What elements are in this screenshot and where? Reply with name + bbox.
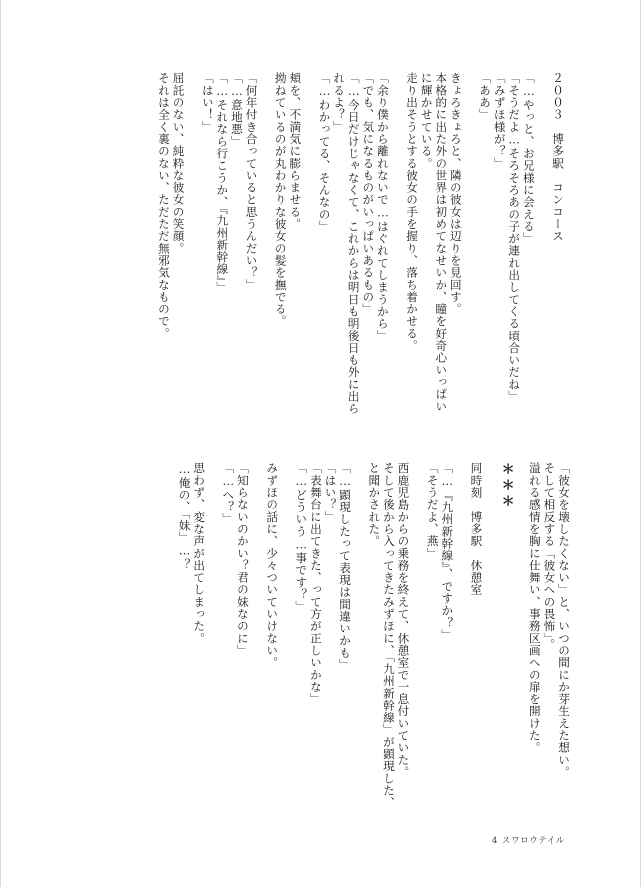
text-line: 拗ねているのが丸わかりな彼女の髪を撫でる。 bbox=[273, 72, 288, 328]
blank-line bbox=[390, 72, 405, 415]
text-line: 「何年付き合っていると思うんだい？」 bbox=[244, 72, 259, 291]
text-line: 「そうだよ…そろそろあの子が連れ出してくる頃合いだね」 bbox=[507, 72, 522, 403]
book-title: スワロウテイル bbox=[501, 836, 565, 846]
text-line: 「…顕現したって表現は間違いかも」 bbox=[338, 462, 353, 671]
text-line: 「でも、気になるものがいっぱいあるもの」 bbox=[361, 72, 376, 315]
text-line: 「…へ？」 bbox=[221, 462, 236, 526]
text-line: そして後から入ってきたみずほに、「九州新幹線」が顕現した、 bbox=[381, 462, 396, 809]
text-line: 屈託のない、純粋な彼女の笑顔。 bbox=[171, 72, 186, 255]
text-line: 溢れる感情を胸に仕舞い、事務区画への扉を開けた。 bbox=[527, 462, 542, 754]
scene-heading-break-room: 同時刻 博多駅 休憩室 bbox=[469, 462, 484, 596]
page-footer bbox=[492, 834, 569, 846]
blank-line bbox=[483, 462, 498, 809]
blank-line bbox=[206, 462, 221, 809]
text-line: 「…それなら行こうか、『九州新幹線』」 bbox=[215, 72, 230, 294]
text-line: 「…やっと、お兄様に会える」 bbox=[521, 72, 536, 245]
text-line: 「はい！」 bbox=[200, 72, 215, 133]
scene-heading-concourse: ２００３ 博多駅 コンコース bbox=[551, 72, 565, 243]
text-line: 「みずほ様が？」 bbox=[492, 72, 507, 170]
text-line: 「知らないのかい？君の妹なのに」 bbox=[235, 462, 250, 657]
text-line: …俺の、「妹」…？ bbox=[177, 462, 192, 571]
text-line: れるよ？」 bbox=[332, 72, 347, 133]
text-line: きょろきょろと、隣の彼女は辺りを見回す。 bbox=[448, 72, 463, 315]
text-line: みずほの話に、少々ついていけない。 bbox=[265, 462, 280, 669]
text-line: 「…今日だけじゃなくて、これからは明日も明後日も外に出ら bbox=[346, 72, 361, 415]
text-line: 「…『九州新幹線』、ですか？」 bbox=[440, 462, 455, 641]
blank-line bbox=[513, 462, 528, 809]
text-line: 「…わかってる、そんなの」 bbox=[317, 72, 332, 233]
blank-line bbox=[186, 72, 201, 415]
lower-text-block bbox=[177, 462, 571, 809]
blank-line bbox=[302, 72, 317, 415]
blank-line bbox=[454, 462, 469, 809]
text-line: 「…どういう…事です？」 bbox=[294, 462, 309, 613]
text-line: 「…意地悪」 bbox=[229, 72, 244, 148]
page-number: 4 bbox=[491, 836, 498, 846]
text-line: 頬を、不満気に膨らませる。 bbox=[288, 72, 303, 230]
text-line: 走り出そうとする彼女の手を握り、落ち着かせる。 bbox=[405, 72, 420, 352]
text-line: 思わず、変な声が出てしまった。 bbox=[192, 462, 207, 645]
text-line: と聞かされた。 bbox=[367, 462, 382, 548]
text-line: それは全く裏のない、ただただ無邪気なもので。 bbox=[156, 72, 171, 340]
text-line: 「ああ」 bbox=[478, 72, 493, 121]
text-line: 「そうだよ、燕」 bbox=[425, 462, 440, 560]
text-line: に輝かせている。 bbox=[419, 72, 434, 170]
blank-line bbox=[410, 462, 425, 809]
text-line: 「表舞台に出てきた、って方が正しいかな」 bbox=[308, 462, 323, 705]
text-line: 本格的に出た外の世界は初めてなせいか、瞳を好奇心いっぱい bbox=[434, 72, 449, 413]
text-line: 「彼女を壊したくない」と、いつの間にか芽生えた想い。 bbox=[557, 462, 571, 778]
blank-line bbox=[250, 462, 265, 809]
blank-line bbox=[536, 72, 551, 415]
blank-line bbox=[352, 462, 367, 809]
text-line: そして相反する「彼女への畏怖」。 bbox=[542, 462, 557, 651]
upper-text-block bbox=[156, 72, 565, 415]
blank-line bbox=[279, 462, 294, 809]
scene-break-asterisks: ＊＊＊ bbox=[498, 462, 514, 510]
text-line: 「はい？」 bbox=[323, 462, 338, 523]
blank-line bbox=[259, 72, 274, 415]
blank-line bbox=[463, 72, 478, 415]
text-line: 西鹿児島からの乗務を終えて、休憩室で一息付いていた。 bbox=[396, 462, 411, 778]
text-line: 「余り僕から離れないで…はぐれてしまうから」 bbox=[375, 72, 390, 342]
